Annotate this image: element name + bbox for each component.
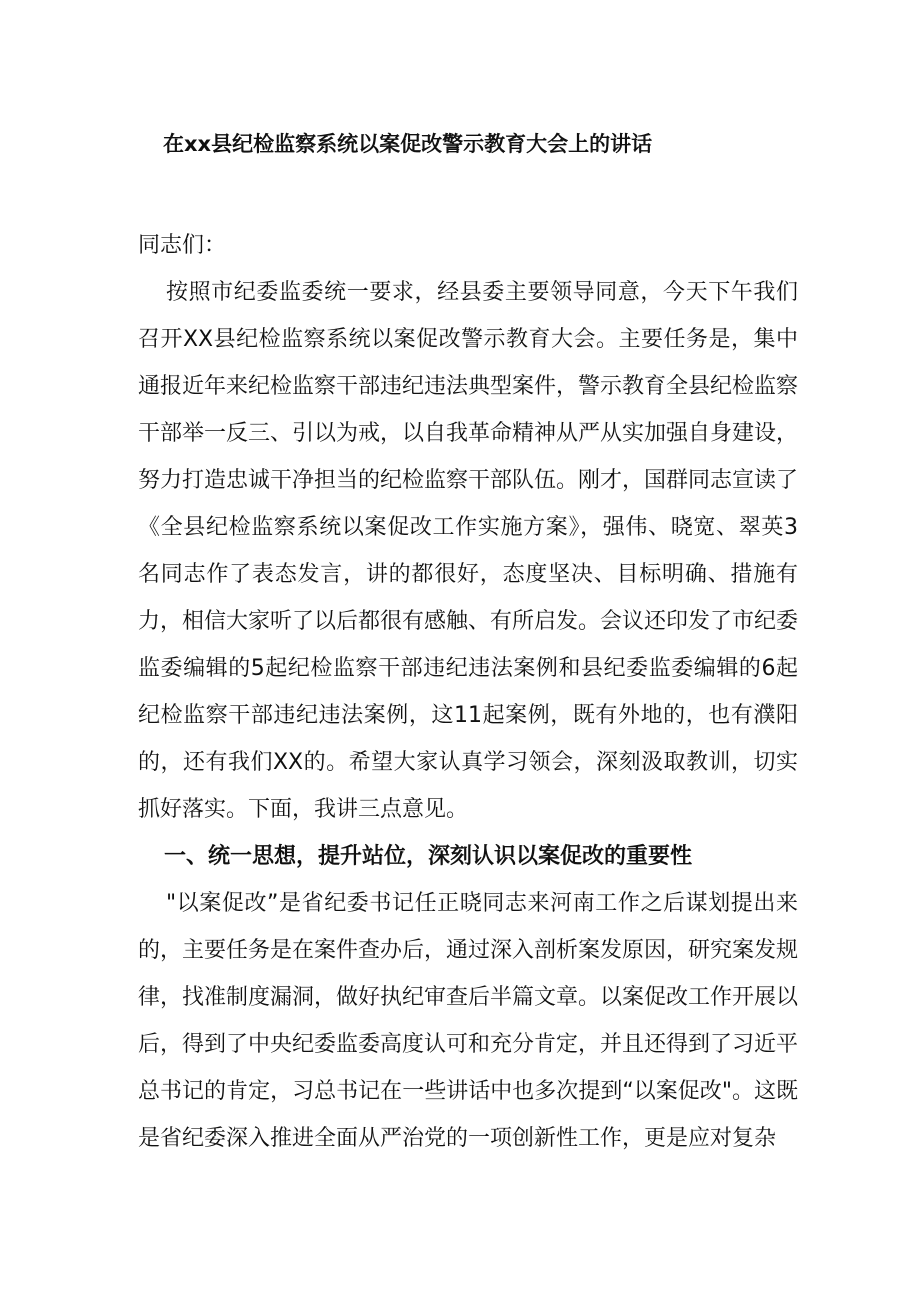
section-heading: 一、统一思想，提升站位，深刻认识以案促改的重要性 bbox=[164, 844, 693, 869]
document-body bbox=[138, 222, 798, 1162]
paragraph-intro: 按照市纪委监委统一要求，经县委主要领导同意，今天下午我们召开XX县纪检监察系统以案促改警示教育大会。主要任务是，集中通报近年来纪检监察干部违纪违法典型案件，警示教育全县纪检监察干部举一反三、引以为戒，以自我革命精神从严从实加强自身建设，努力打造忠诚干净担当的纪检监察干部队伍。刚才，国群同志宣读了《全县纪检监察系统以案促改工作实施方案》，强伟、晓宽、翠英3名同志作了表态发言，讲的都很好，态度坚决、目标明确、措施有力，相信大家听了以后都很有感触、有所启发。会议还印发了市纪委监委编辑的5起纪检监察干部违纪违法案例和县纪委监委编辑的6起纪检监察干部违纪违法案例，这11起案例，既有外地的，也有濮阳的，还有我们XX的。希望大家认真学习领会，深刻汲取教训，切实抓好落实。下面，我讲三点意见。 bbox=[138, 280, 799, 822]
paragraph-section-1: "以案促改”是省纪委书记任正晓同志来河南工作之后谋划提出来的，主要任务是在案件查办后，通过深入剖析案发原因，研究案发规律，找准制度漏洞，做好执纪审查后半篇文章。以案促改工作开展以后，得到了中央纪委监委高度认可和充分肯定，并且还得到了习近平总书记的肯定，习总书记在一些讲话中也多次提到“以案促改"。这既是省纪委深入推进全面从严治党的一项创新性工作，更是应对复杂 bbox=[138, 891, 799, 1151]
salutation: 同志们： bbox=[138, 233, 227, 258]
document-title: 在xx县纪检监察系统以案促改警示教育大会上的讲话 bbox=[163, 132, 653, 156]
